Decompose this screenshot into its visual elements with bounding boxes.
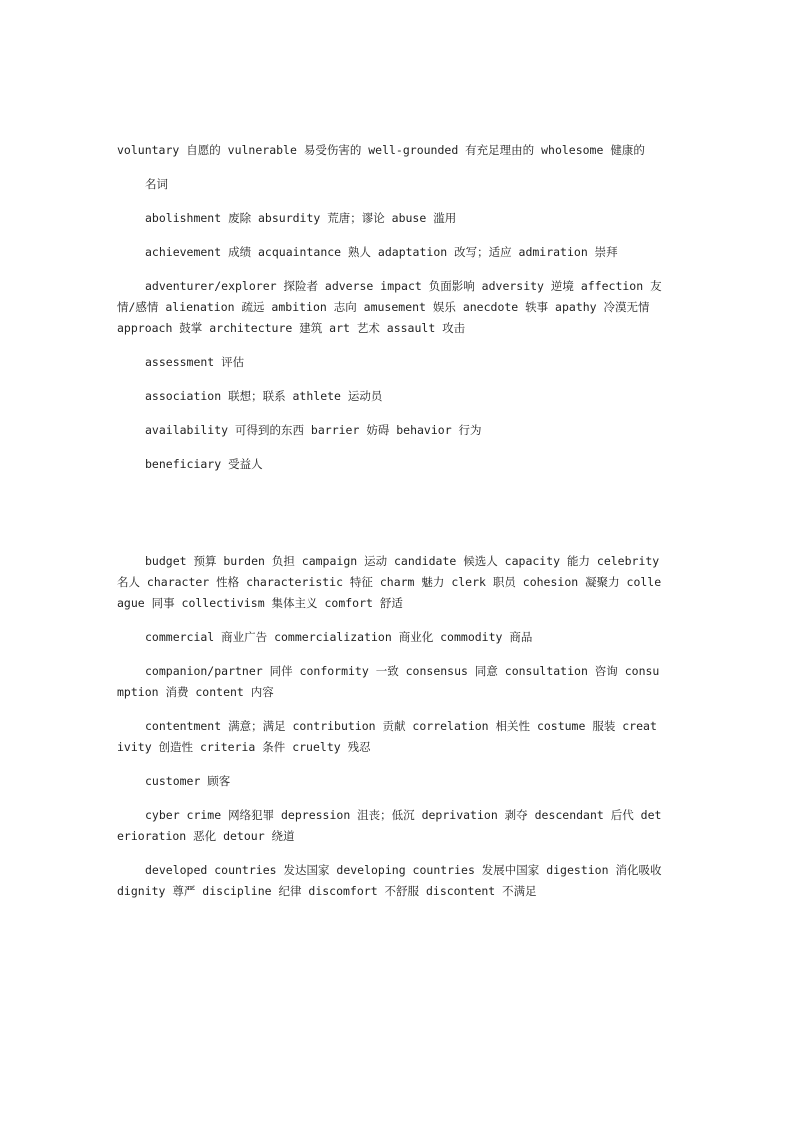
paragraph-achievement: achievement 成绩 acquaintance 熟人 adaptation 改写；适应 admiration 崇拜 <box>145 245 618 259</box>
document-page <box>117 140 662 902</box>
section-heading-nouns: 名词 <box>145 177 168 191</box>
paragraph-customer: customer 顾客 <box>145 774 231 788</box>
paragraph-developed-countries: developed countries 发达国家 developing countries 发展中国家 digestion 消化吸收 dignity 尊严 discipline 纪律 discomfort 不舒服 discontent 不满足 <box>117 863 662 898</box>
paragraph-abolishment: abolishment 废除 absurdity 荒唐；谬论 abuse 滥用 <box>145 211 457 225</box>
paragraph-cyber-crime: cyber crime 网络犯罪 depression 沮丧；低沉 deprivation 剥夺 descendant 后代 deterioration 恶化 detour 绕道 <box>117 808 662 843</box>
paragraph-beneficiary: beneficiary 受益人 <box>145 457 263 471</box>
paragraph-adventurer: adventurer/explorer 探险者 adverse impact 负面影响 adversity 逆境 affection 友情/感情 alienation 疏远 ambition 志向 amusement 娱乐 anecdote 轶事 apathy 冷漠无情 approach 鼓掌 architecture 建筑 art 艺术 assault 攻击 <box>117 279 662 335</box>
paragraph-commercial: commercial 商业广告 commercialization 商业化 commodity 商品 <box>145 630 533 644</box>
paragraph-assessment: assessment 评估 <box>145 355 245 369</box>
paragraph-availability: availability 可得到的东西 barrier 妨碍 behavior 行为 <box>145 423 482 437</box>
paragraph-association: association 联想；联系 athlete 运动员 <box>145 389 383 403</box>
paragraph-companion: companion/partner 同伴 conformity 一致 consensus 同意 consultation 咨询 consumption 消费 content 内容 <box>117 664 660 699</box>
paragraph-budget: budget 预算 burden 负担 campaign 运动 candidate 候选人 capacity 能力 celebrity 名人 character 性格 characteristic 特征 charm 魅力 clerk 职员 cohesion 凝聚力 colleague 同事 collectivism 集体主义 comfort 舒适 <box>117 554 662 610</box>
paragraph-adjectives-end: voluntary 自愿的 vulnerable 易受伤害的 well-grounded 有充足理由的 wholesome 健康的 <box>117 143 645 157</box>
paragraph-contentment: contentment 满意；满足 contribution 贡献 correlation 相关性 costume 服装 creativity 创造性 criteria 条件 cruelty 残忍 <box>117 719 657 754</box>
